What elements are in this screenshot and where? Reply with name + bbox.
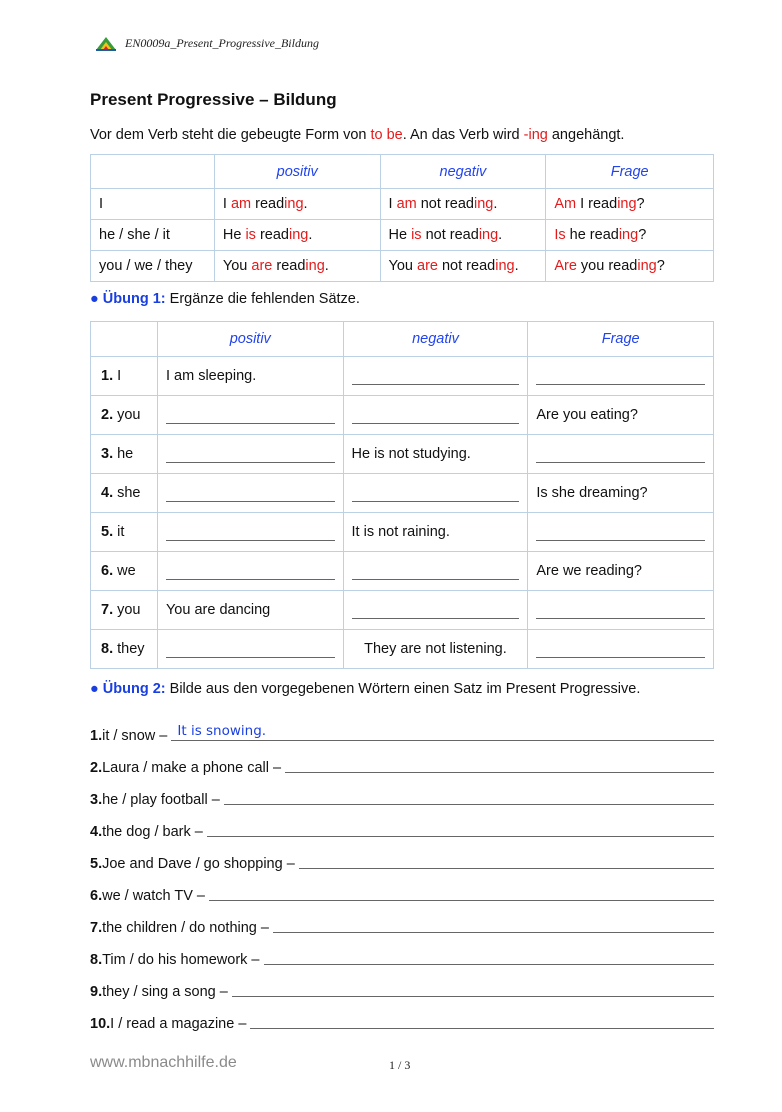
item-number-cell: 7. you — [91, 591, 158, 630]
to-be-highlight: to be — [370, 127, 403, 143]
answer-line[interactable] — [273, 914, 714, 933]
header-frage: Frage — [546, 155, 714, 189]
exercise2-heading — [90, 681, 640, 697]
header-frage: Frage — [528, 322, 714, 357]
negative-answer-cell[interactable] — [343, 396, 528, 435]
list-item — [90, 712, 714, 744]
header-negativ: negativ — [380, 155, 546, 189]
item-prompt: we / watch TV – — [102, 888, 205, 904]
item-number-cell: 6. we — [91, 552, 158, 591]
answer-blank-line[interactable] — [166, 579, 335, 580]
item-prompt: Tim / do his homework – — [102, 952, 260, 968]
exercise1-label: Übung 1: — [102, 291, 166, 307]
table-row — [91, 591, 714, 630]
item-number: 5. — [90, 856, 103, 872]
exercise2-instruction: Bilde aus den vorgegebenen Wörtern einen Satz im Present Progressive. — [165, 681, 641, 697]
exercise2-label: Übung 2: — [102, 681, 166, 697]
positive-form-cell: You are reading. — [214, 251, 380, 282]
question-answer-cell[interactable] — [528, 591, 714, 630]
positive-answer-cell[interactable] — [157, 630, 343, 669]
formation-table — [90, 154, 714, 282]
item-prompt: I / read a magazine – — [110, 1016, 247, 1032]
list-item — [90, 1000, 714, 1032]
exercise1-table — [90, 321, 714, 669]
item-prompt: the children / do nothing – — [102, 920, 269, 936]
question-form-cell: Are you reading? — [546, 251, 714, 282]
negative-cell: He is not studying. — [343, 435, 528, 474]
page-title: Present Progressive – Bildung — [90, 90, 337, 109]
bullet-icon: ● — [90, 681, 99, 697]
negative-cell: They are not listening. — [343, 630, 528, 669]
list-item — [90, 936, 714, 968]
answer-blank-line[interactable] — [352, 501, 520, 502]
question-form-cell: Is he reading? — [546, 220, 714, 251]
answer-line[interactable] — [264, 946, 715, 965]
table-row — [91, 435, 714, 474]
question-answer-cell[interactable] — [528, 630, 714, 669]
table-row — [91, 189, 714, 220]
document-id: EN0009a_Present_Progressive_Bildung — [125, 35, 319, 50]
subject-cell: you / we / they — [91, 251, 215, 282]
bullet-icon: ● — [90, 291, 99, 307]
positive-form-cell: He is reading. — [214, 220, 380, 251]
ing-highlight: -ing — [523, 127, 548, 143]
answer-blank-line[interactable] — [352, 423, 520, 424]
answer-line[interactable] — [207, 818, 714, 837]
positive-answer-cell[interactable] — [157, 552, 343, 591]
list-item — [90, 776, 714, 808]
positive-answer-cell[interactable] — [157, 435, 343, 474]
item-prompt: Joe and Dave / go shopping – — [102, 856, 295, 872]
subject-cell: I — [91, 189, 215, 220]
answer-blank-line[interactable] — [536, 618, 705, 619]
answer-line[interactable] — [171, 722, 714, 741]
item-number: 3. — [90, 792, 103, 808]
exercise2-list — [90, 712, 714, 1032]
answer-blank-line[interactable] — [536, 462, 705, 463]
item-prompt: it / snow – — [102, 728, 168, 744]
formation-table-header — [91, 155, 714, 189]
question-cell: Are you eating? — [528, 396, 714, 435]
footer-website: www.mbnachhilfe.de — [90, 1054, 237, 1071]
positive-cell: You are dancing — [157, 591, 343, 630]
answer-blank-line[interactable] — [352, 579, 520, 580]
header-positiv: positiv — [157, 322, 343, 357]
answer-blank-line[interactable] — [166, 657, 335, 658]
answer-blank-line[interactable] — [536, 657, 705, 658]
answer-blank-line[interactable] — [166, 423, 335, 424]
table-row — [91, 396, 714, 435]
question-form-cell: Am I reading? — [546, 189, 714, 220]
list-item — [90, 840, 714, 872]
item-number: 8. — [90, 952, 103, 968]
positive-answer-cell[interactable] — [157, 474, 343, 513]
item-number: 2. — [90, 760, 103, 776]
table-row — [91, 630, 714, 669]
item-number: 9. — [90, 984, 103, 1000]
item-number: 10. — [90, 1016, 111, 1032]
answer-line[interactable] — [285, 754, 714, 773]
exercise1-instruction: Ergänze die fehlenden Sätze. — [165, 291, 360, 307]
header-positiv: positiv — [214, 155, 380, 189]
item-number-cell: 8. they — [91, 630, 158, 669]
empty-header-cell — [91, 322, 158, 357]
question-cell: Are we reading? — [528, 552, 714, 591]
answer-blank-line[interactable] — [166, 501, 335, 502]
answer-blank-line[interactable] — [536, 384, 705, 385]
question-answer-cell[interactable] — [528, 435, 714, 474]
positive-cell: I am sleeping. — [157, 357, 343, 396]
list-item — [90, 968, 714, 1000]
intro-text: Vor dem Verb steht die gebeugte Form von to be. An das Verb wird -ing angehängt. — [90, 127, 625, 143]
negative-form-cell: I am not reading. — [380, 189, 546, 220]
exercise1-table-header — [91, 322, 714, 357]
table-row — [91, 474, 714, 513]
answer-line[interactable] — [232, 978, 714, 997]
question-cell: Is she dreaming? — [528, 474, 714, 513]
question-answer-cell[interactable] — [528, 513, 714, 552]
answer-line[interactable] — [250, 1010, 714, 1029]
item-number: 1. — [90, 728, 103, 744]
list-item — [90, 904, 714, 936]
page-number: 1 / 3 — [389, 1058, 411, 1072]
answer-blank-line[interactable] — [166, 540, 335, 541]
item-number: 4. — [90, 824, 103, 840]
item-number-cell: 1. I — [91, 357, 158, 396]
header-negativ: negativ — [343, 322, 528, 357]
table-row — [91, 220, 714, 251]
positive-answer-cell[interactable] — [157, 513, 343, 552]
list-item — [90, 872, 714, 904]
negative-answer-cell[interactable] — [343, 591, 528, 630]
answer-text: It is snowing. — [177, 723, 267, 739]
table-row — [91, 357, 714, 396]
answer-line[interactable] — [299, 850, 714, 869]
item-number-cell: 4. she — [91, 474, 158, 513]
exercise1-heading — [90, 291, 360, 307]
item-prompt: the dog / bark – — [102, 824, 203, 840]
item-number-cell: 5. it — [91, 513, 158, 552]
item-number: 7. — [90, 920, 103, 936]
answer-blank-line[interactable] — [352, 618, 520, 619]
item-number-cell: 3. he — [91, 435, 158, 474]
item-number: 6. — [90, 888, 103, 904]
item-number-cell: 2. you — [91, 396, 158, 435]
negative-form-cell: You are not reading. — [380, 251, 546, 282]
list-item — [90, 808, 714, 840]
document-header — [95, 32, 319, 54]
item-prompt: he / play football – — [102, 792, 220, 808]
answer-blank-line[interactable] — [166, 462, 335, 463]
answer-line[interactable] — [224, 786, 714, 805]
answer-line[interactable] — [209, 882, 714, 901]
mb-logo-icon — [95, 35, 117, 51]
list-item — [90, 744, 714, 776]
item-prompt: they / sing a song – — [102, 984, 228, 1000]
negative-cell: It is not raining. — [343, 513, 528, 552]
positive-answer-cell[interactable] — [157, 396, 343, 435]
table-row — [91, 251, 714, 282]
negative-answer-cell[interactable] — [343, 474, 528, 513]
negative-answer-cell[interactable] — [343, 552, 528, 591]
answer-blank-line[interactable] — [352, 384, 520, 385]
subject-cell: he / she / it — [91, 220, 215, 251]
negative-form-cell: He is not reading. — [380, 220, 546, 251]
table-row — [91, 552, 714, 591]
item-prompt: Laura / make a phone call – — [102, 760, 282, 776]
negative-answer-cell[interactable] — [343, 357, 528, 396]
positive-form-cell: I am reading. — [214, 189, 380, 220]
answer-blank-line[interactable] — [536, 540, 705, 541]
empty-header-cell — [91, 155, 215, 189]
table-row — [91, 513, 714, 552]
question-answer-cell[interactable] — [528, 357, 714, 396]
